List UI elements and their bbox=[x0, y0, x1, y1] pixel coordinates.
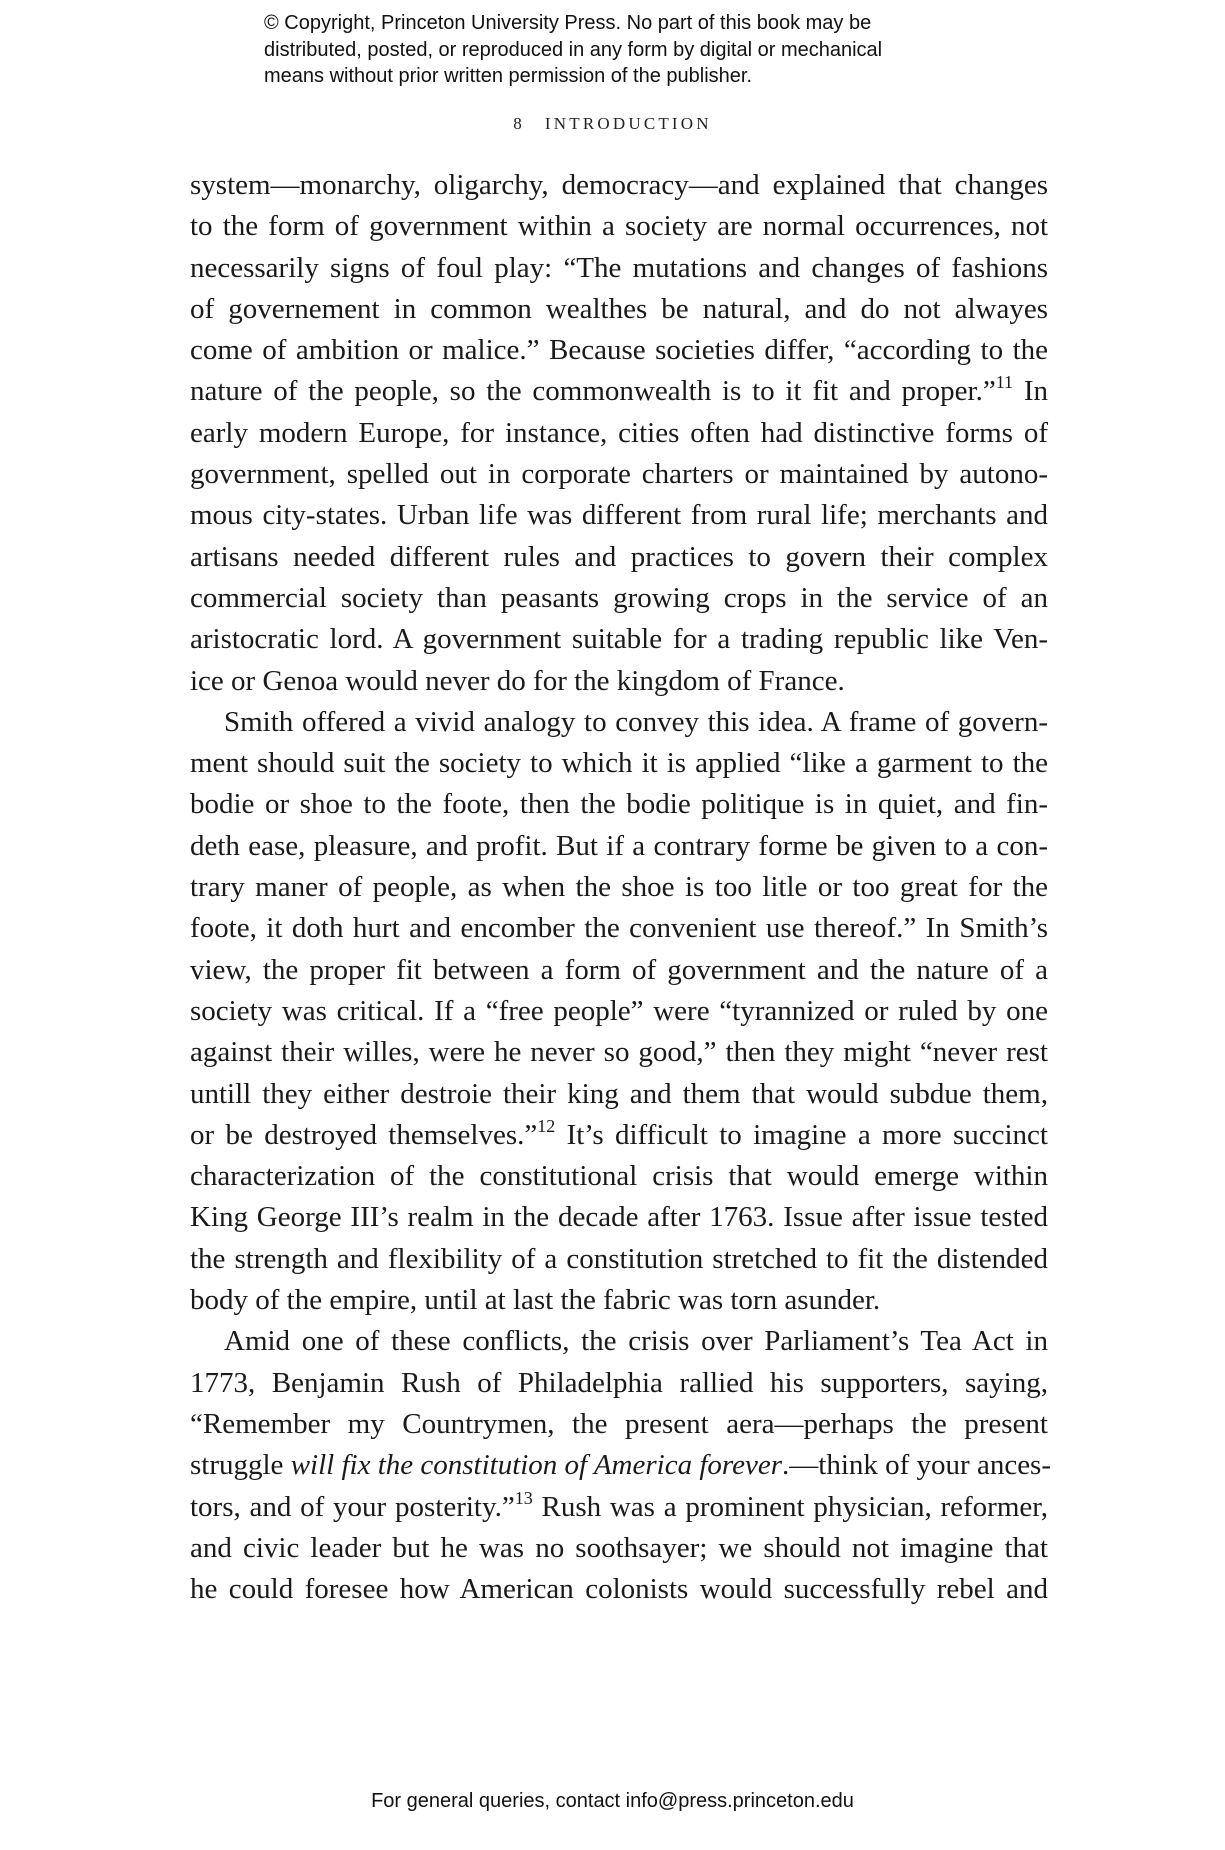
text-segment: struggle bbox=[190, 1449, 291, 1482]
text-line bbox=[190, 371, 1048, 412]
copyright-line: distributed, posted, or reproduced in any form by digital or mechanical bbox=[264, 38, 883, 61]
footnote-marker: 12 bbox=[537, 1115, 556, 1136]
text-line: untill they either destroie their king and them that would subdue them, bbox=[190, 1077, 1048, 1110]
footer-contact: For general queries, contact info@press.princeton.edu bbox=[371, 1790, 854, 1812]
text-line: and civic leader but he was no soothsayer; we should not imagine that bbox=[190, 1531, 1048, 1564]
text-line bbox=[190, 1445, 1052, 1486]
text-line bbox=[190, 1487, 1048, 1528]
italic-phrase: will fix the constitution of America forever bbox=[290, 1449, 783, 1482]
text-line: aristocratic lord. A government suitable for a trading republic like Ven- bbox=[190, 623, 1048, 656]
text-segment: or be destroyed themselves.” bbox=[190, 1118, 538, 1151]
text-line: government, spelled out in corporate charters or maintained by autono- bbox=[190, 458, 1048, 491]
text-line: Smith offered a vivid analogy to convey this idea. A frame of govern- bbox=[224, 705, 1048, 738]
paragraph bbox=[190, 702, 1048, 1321]
text-line: system—monarchy, oligarchy, democracy—and explained that changes bbox=[190, 169, 1048, 201]
paragraph bbox=[190, 165, 1048, 702]
text-line bbox=[190, 1115, 1048, 1156]
body-text bbox=[190, 165, 1052, 1610]
section-title: INTRODUCTION bbox=[544, 114, 712, 133]
text-line: early modern Europe, for instance, cities often had distinctive forms of bbox=[190, 416, 1048, 449]
text-line: body of the empire, until at last the fabric was torn asunder. bbox=[190, 1284, 881, 1317]
text-line: King George III’s realm in the decade after 1763. Issue after issue tested bbox=[190, 1201, 1048, 1234]
text-segment: nature of the people, so the commonwealth is to it fit and proper.” bbox=[190, 375, 996, 408]
text-line: against their willes, were he never so good,” then they might “never rest bbox=[190, 1036, 1048, 1069]
text-segment: tors, and of your posterity.” bbox=[190, 1490, 515, 1523]
text-line: ice or Genoa would never do for the kingdom of France. bbox=[190, 664, 845, 697]
text-line: of governement in common wealthes be natural, and do not alwayes bbox=[190, 292, 1048, 325]
text-segment: In bbox=[1013, 375, 1048, 408]
text-line: ment should suit the society to which it is applied “like a garment to the bbox=[190, 747, 1048, 780]
text-line: foote, it doth hurt and encomber the convenient use thereof.” In Smith’s bbox=[190, 912, 1048, 945]
running-head bbox=[0, 114, 1225, 134]
footnote-marker: 13 bbox=[514, 1487, 533, 1508]
text-line: trary maner of people, as when the shoe is too litle or too great for the bbox=[190, 871, 1048, 904]
text-line: he could foresee how American colonists would successfully rebel and bbox=[190, 1573, 1048, 1606]
text-segment: It’s difficult to imagine a more succinct bbox=[555, 1118, 1048, 1151]
text-segment: Rush was a prominent physician, reformer, bbox=[532, 1490, 1048, 1523]
text-line: view, the proper fit between a form of government and the nature of a bbox=[190, 953, 1048, 986]
text-line: characterization of the constitutional crisis that would emerge within bbox=[190, 1160, 1048, 1193]
page-number: 8 bbox=[513, 114, 525, 133]
copyright-line: means without prior written permission of the publisher. bbox=[264, 65, 753, 87]
text-segment: .—think of your ances- bbox=[782, 1449, 1052, 1482]
text-line: mous city-states. Urban life was different from rural life; merchants and bbox=[190, 499, 1048, 532]
text-line: Amid one of these conflicts, the crisis over Parliament’s Tea Act in bbox=[224, 1325, 1048, 1358]
copyright-notice bbox=[264, 10, 1024, 90]
text-line: deth ease, pleasure, and profit. But if a contrary forme be given to a con- bbox=[190, 829, 1048, 862]
text-line: the strength and flexibility of a constitution stretched to fit the distended bbox=[190, 1242, 1048, 1275]
footnote-marker: 11 bbox=[995, 372, 1014, 393]
text-line: necessarily signs of foul play: “The mutations and changes of fashions bbox=[190, 251, 1048, 284]
text-line: 1773, Benjamin Rush of Philadelphia rallied his supporters, saying, bbox=[190, 1366, 1048, 1399]
text-line: artisans needed different rules and practices to govern their complex bbox=[190, 540, 1048, 573]
text-line: commercial society than peasants growing crops in the service of an bbox=[190, 581, 1048, 614]
text-line: society was critical. If a “free people” were “tyrannized or ruled by one bbox=[190, 994, 1048, 1027]
text-line: come of ambition or malice.” Because societies differ, “according to the bbox=[190, 334, 1048, 367]
copyright-line: © Copyright, Princeton University Press. No part of this book may be bbox=[264, 12, 872, 34]
text-line: “Remember my Countrymen, the present aera—perhaps the present bbox=[190, 1407, 1048, 1440]
text-line: to the form of government within a society are normal occurrences, not bbox=[190, 210, 1048, 243]
text-line: bodie or shoe to the foote, then the bodie politique is in quiet, and fin- bbox=[190, 788, 1048, 821]
paragraph bbox=[190, 1321, 1052, 1610]
